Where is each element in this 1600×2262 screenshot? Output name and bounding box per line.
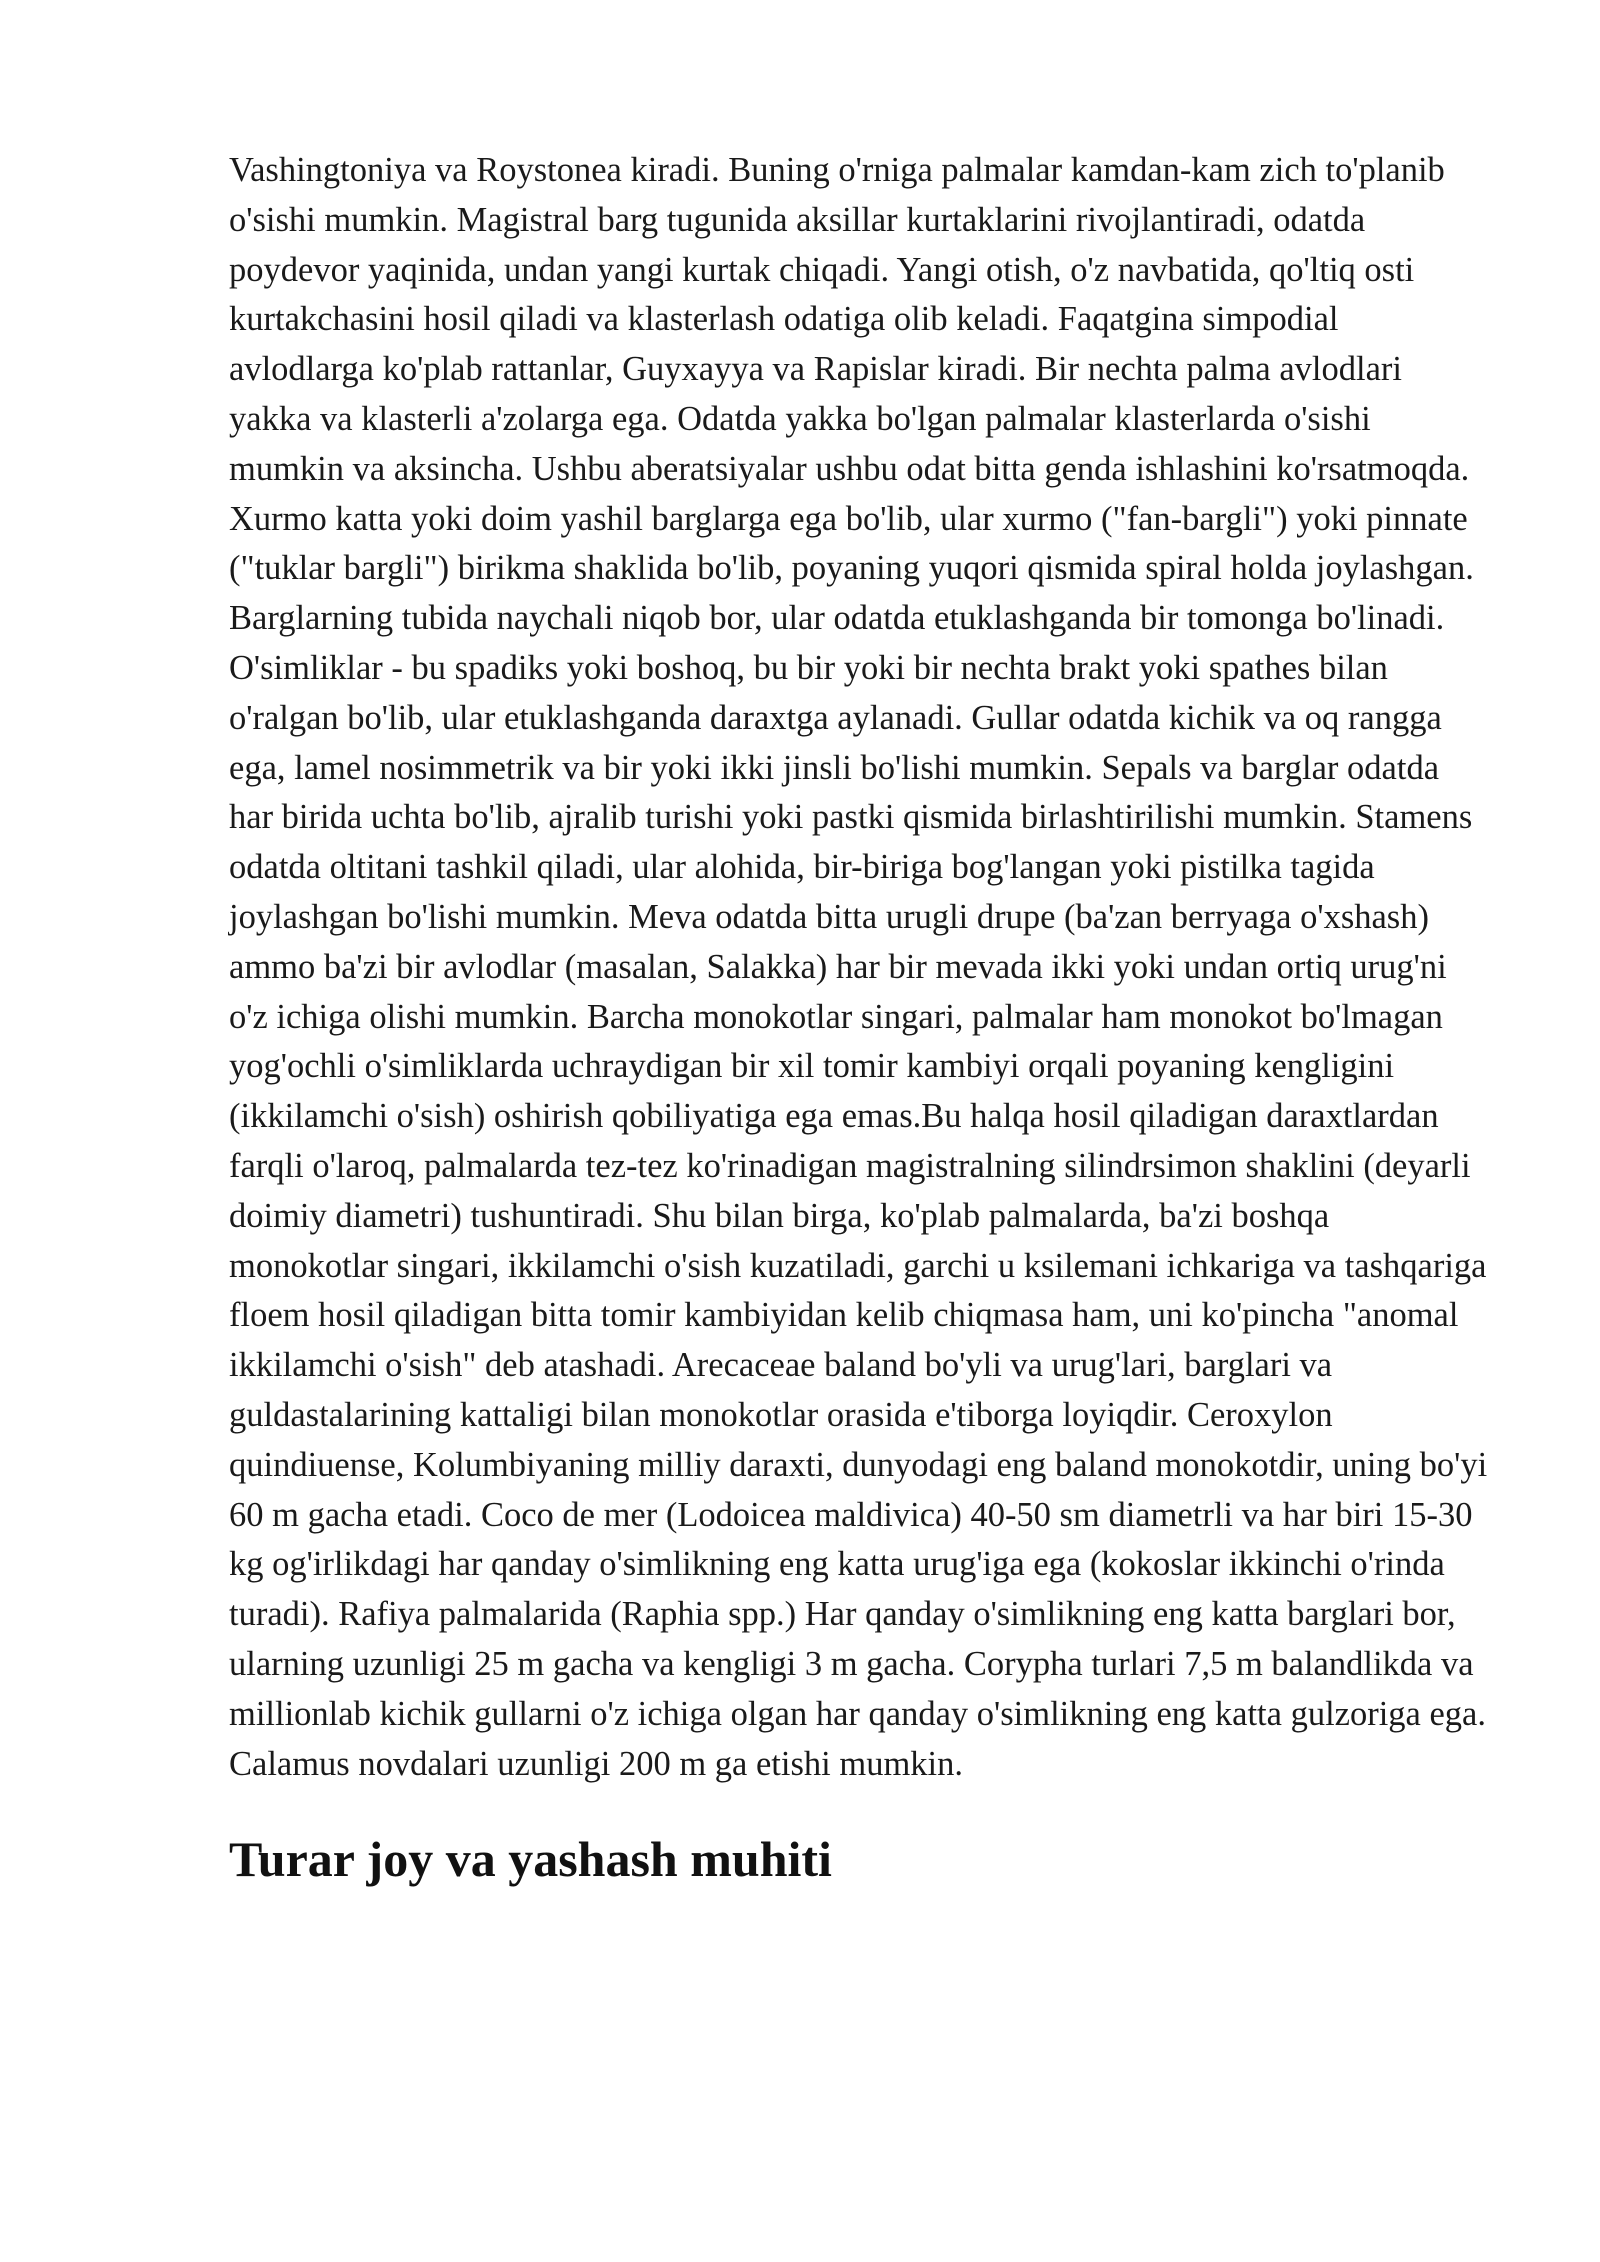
document-page bbox=[229, 146, 1491, 1889]
section-heading: Turar joy va yashash muhiti bbox=[229, 1831, 832, 1888]
body-paragraph: Vashingtoniya va Roystonea kiradi. Buning o'rniga palmalar kamdan-kam zich to'planib o'sishi mumkin. Magistral barg tugunida aksillar kurtaklarini rivojlantiradi, odatda poydevor yaqinida, undan yangi kurtak chiqadi. Yangi otish, o'z navbatida, qo'ltiq osti kurtakchasini hosil qiladi va klasterlash odatiga olib keladi. Faqatgina simpodial avlodlarga ko'plab rattanlar, Guyxayya va Rapislar kiradi. Bir nechta palma avlodlari yakka va klasterli a'zolarga ega. Odatda yakka bo'lgan palmalar klasterlarda o'sishi mumkin va aksincha. Ushbu aberatsiyalar ushbu odat bitta genda ishlashini ko'rsatmoqda. Xurmo katta yoki doim yashil barglarga ega bo'lib, ular xurmo ("fan-bargli") yoki pinnate ("tuklar bargli") birikma shaklida bo'lib, poyaning yuqori qismida spiral holda joylashgan. Barglarning tubida naychali niqob bor, ular odatda etuklashganda bir tomonga bo'linadi. O'simliklar - bu spadiks yoki boshoq, bu bir yoki bir nechta brakt yoki spathes bilan o'ralgan bo'lib, ular etuklashganda daraxtga aylanadi. Gullar odatda kichik va oq rangga ega, lamel nosimmetrik va bir yoki ikki jinsli bo'lishi mumkin. Sepals va barglar odatda har birida uchta bo'lib, ajralib turishi yoki pastki qismida birlashtirilishi mumkin. Stamens odatda oltitani tashkil qiladi, ular alohida, bir-biriga bog'langan yoki pistilka tagida joylashgan bo'lishi mumkin. Meva odatda bitta urugli drupe (ba'zan berryaga o'xshash) ammo ba'zi bir avlodlar (masalan, Salakka) har bir mevada ikki yoki undan ortiq urug'ni o'z ichiga olishi mumkin. Barcha monokotlar singari, palmalar ham monokot bo'lmagan yog'ochli o'simliklarda uchraydigan bir xil tomir kambiyi orqali poyaning kengligini (ikkilamchi o'sish) oshirish qobiliyatiga ega emas.Bu halqa hosil qiladigan daraxtlardan farqli o'laroq, palmalarda tez-tez ko'rinadigan magistralning silindrsimon shaklini (deyarli doimiy diametri) tushuntiradi. Shu bilan birga, ko'plab palmalarda, ba'zi boshqa monokotlar singari, ikkilamchi o'sish kuzatiladi, garchi u ksilemani ichkariga va tashqariga floem hosil qiladigan bitta tomir kambiyidan kelib chiqmasa ham, uni ko'pincha "anomal ikkilamchi o'sish" deb atashadi. Arecaceae baland bo'yli va urug'lari, barglari va guldastalarining kattaligi bilan monokotlar orasida e'tiborga loyiqdir. Ceroxylon quindiuense, Kolumbiyaning milliy daraxti, dunyodagi eng baland monokotdir, uning bo'yi 60 m gacha etadi. Coco de mer (Lodoicea maldivica) 40-50 sm diametrli va har biri 15-30 kg og'irlikdagi har qanday o'simlikning eng katta urug'iga ega (kokoslar ikkinchi o'rinda turadi). Rafiya palmalarida (Raphia spp.) Har qanday o'simlikning eng katta barglari bor, ularning uzunligi 25 m gacha va kengligi 3 m gacha. Corypha turlari 7,5 m balandlikda va millionlab kichik gullarni o'z ichiga olgan har qanday o'simlikning eng katta gulzoriga ega. Calamus novdalari uzunligi 200 m ga etishi mumkin. bbox=[229, 151, 1488, 1783]
